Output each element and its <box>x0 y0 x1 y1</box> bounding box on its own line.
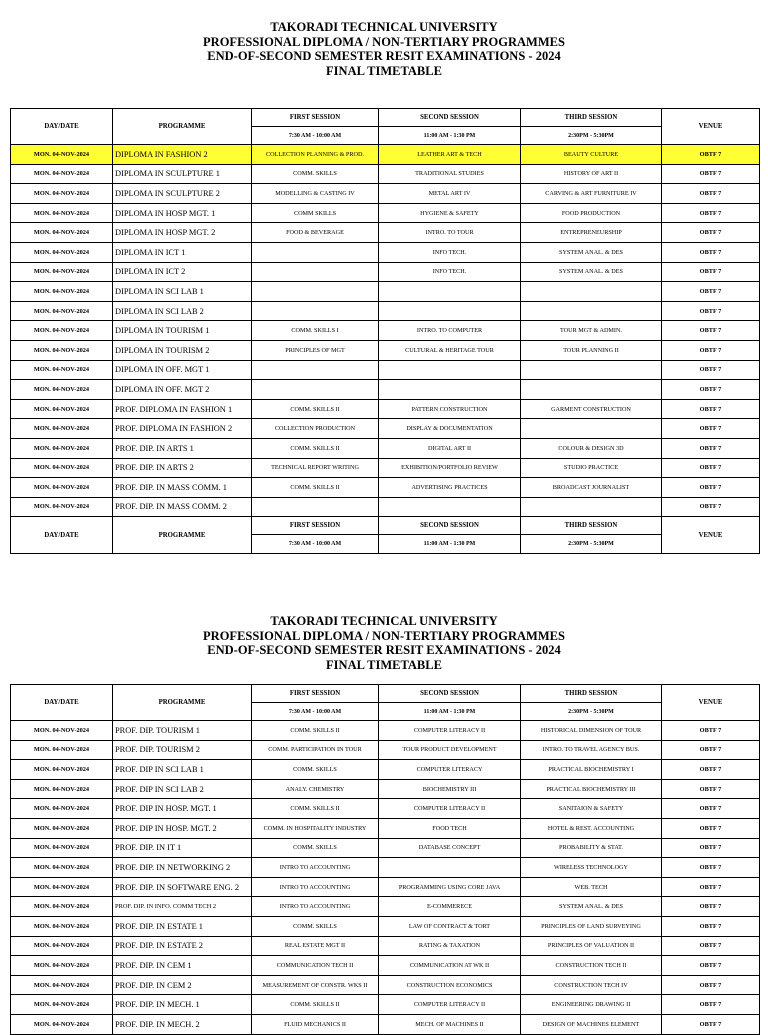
third-session-cell: PRACTICAL BIOCHEMISTRY III <box>521 779 662 799</box>
day-cell: MON. 04-NOV-2024 <box>11 223 113 243</box>
second-session-cell: METAL ART IV <box>379 184 521 204</box>
second-session-cell: FOOD TECH <box>379 818 521 838</box>
third-session-cell: STUDIO PRACTICE <box>521 458 662 478</box>
col-header-day-p2: DAY/DATE <box>11 685 113 721</box>
day-cell: MON. 04-NOV-2024 <box>11 916 113 936</box>
second-session-cell: COMPUTER LITERACY II <box>379 995 521 1015</box>
first-session-cell: COMM. SKILLS II <box>252 478 379 498</box>
table-row <box>11 458 760 478</box>
first-session-cell <box>252 242 379 262</box>
second-session-time: 11:00 AM - 1:30 PM <box>379 127 521 145</box>
programme-cell: PROF. DIPLOMA IN FASHION 2 <box>113 419 252 439</box>
table-row <box>11 399 760 419</box>
first-session-cell: COLLECTION PLANNING & PROD. <box>252 145 379 165</box>
third-session-cell: HISTORY OF ART II <box>521 164 662 184</box>
col-header-second-session-p2: SECOND SESSION <box>379 685 521 703</box>
second-session-cell: COMMUNICATION AT WK II <box>379 956 521 976</box>
first-session-cell: COMM. SKILLS II <box>252 995 379 1015</box>
third-session-cell <box>521 360 662 380</box>
table-row <box>11 438 760 458</box>
programme-cell: PROF. DIP. IN CEM 2 <box>113 975 252 995</box>
programme-cell: DIPLOMA IN HOSP MGT. 2 <box>113 223 252 243</box>
programme-cell: DIPLOMA IN SCI LAB 1 <box>113 282 252 302</box>
second-session-cell: LAW OF CONTRACT & TORT <box>379 916 521 936</box>
third-session-cell: SYSTEM ANAL. & DES <box>521 262 662 282</box>
third-session-cell: COLOUR & DESIGN 3D <box>521 438 662 458</box>
table-row <box>11 184 760 204</box>
first-session-time: 7:30 AM - 10:00 AM <box>252 127 379 145</box>
day-cell: MON. 04-NOV-2024 <box>11 360 113 380</box>
table-row <box>11 956 760 976</box>
table-row <box>11 262 760 282</box>
first-session-cell: MEASUREMENT OF CONSTR. WKS II <box>252 975 379 995</box>
col-header-programme-p2: PROGRAMME <box>113 685 252 721</box>
first-session-cell: COMM SKILLS <box>252 203 379 223</box>
day-cell: MON. 04-NOV-2024 <box>11 956 113 976</box>
third-session-time-repeat: 2:30PM - 5:30PM <box>521 535 662 554</box>
col-header-first-session-p2: FIRST SESSION <box>252 685 379 703</box>
third-session-cell: CONSTRUCTION TECH IV <box>521 975 662 995</box>
first-session-time-p2: 7:30 AM - 10:00 AM <box>252 703 379 721</box>
day-cell: MON. 04-NOV-2024 <box>11 936 113 956</box>
col-header-third-session-repeat: THIRD SESSION <box>521 517 662 535</box>
third-session-cell: SANITAION & SAFETY <box>521 799 662 819</box>
day-cell: MON. 04-NOV-2024 <box>11 760 113 780</box>
programme-cell: PROF. DIP. IN ARTS 2 <box>113 458 252 478</box>
first-session-cell <box>252 380 379 400</box>
programme-title-p2: PROFESSIONAL DIPLOMA / NON-TERTIARY PROGRAMMES <box>203 628 565 643</box>
third-session-cell: PRINCIPLES OF VALUATION II <box>521 936 662 956</box>
second-session-cell: CULTURAL & HERITAGE TOUR <box>379 340 521 360</box>
day-cell: MON. 04-NOV-2024 <box>11 399 113 419</box>
third-session-cell: PROBABILITY & STAT. <box>521 838 662 858</box>
venue-cell: OBTF 7 <box>662 458 760 478</box>
table-row <box>11 858 760 878</box>
table-row <box>11 897 760 917</box>
day-cell: MON. 04-NOV-2024 <box>11 301 113 321</box>
second-session-cell: INFO TECH. <box>379 242 521 262</box>
venue-cell: OBTF 7 <box>662 897 760 917</box>
venue-cell: OBTF 7 <box>662 799 760 819</box>
day-cell: MON. 04-NOV-2024 <box>11 164 113 184</box>
programme-cell: DIPLOMA IN TOURISM 1 <box>113 321 252 341</box>
day-cell: MON. 04-NOV-2024 <box>11 145 113 165</box>
table-row <box>11 916 760 936</box>
first-session-cell: ANALY. CHEMISTRY <box>252 779 379 799</box>
col-header-third-session: THIRD SESSION <box>521 109 662 127</box>
university-title: TAKORADI TECHNICAL UNIVERSITY <box>270 20 498 34</box>
venue-cell: OBTF 7 <box>662 242 760 262</box>
venue-cell: OBTF 7 <box>662 321 760 341</box>
venue-cell: OBTF 7 <box>662 838 760 858</box>
third-session-cell <box>521 419 662 439</box>
programme-cell: PROF. DIPLOMA IN FASHION 1 <box>113 399 252 419</box>
second-session-cell: TOUR PRODUCT DEVELOPMENT <box>379 740 521 760</box>
first-session-cell: INTRO TO ACCOUNTING <box>252 858 379 878</box>
timetable-title-p2: FINAL TIMETABLE <box>326 657 442 672</box>
day-cell: MON. 04-NOV-2024 <box>11 858 113 878</box>
third-session-cell: DESIGN OF MACHINES ELEMENT <box>521 1014 662 1034</box>
day-cell: MON. 04-NOV-2024 <box>11 321 113 341</box>
venue-cell: OBTF 7 <box>662 497 760 517</box>
col-header-day-repeat: DAY/DATE <box>11 517 113 554</box>
table-row <box>11 419 760 439</box>
venue-cell: OBTF 7 <box>662 203 760 223</box>
second-session-cell: EXHIBITION/PORTFOLIO REVIEW <box>379 458 521 478</box>
table-row <box>11 975 760 995</box>
first-session-cell: COMMUNICATION TECH II <box>252 956 379 976</box>
day-cell: MON. 04-NOV-2024 <box>11 419 113 439</box>
first-session-cell: FLUID MECHANICS II <box>252 1014 379 1034</box>
table-row <box>11 779 760 799</box>
table-row <box>11 242 760 262</box>
page-2-header <box>0 614 768 672</box>
day-cell: MON. 04-NOV-2024 <box>11 897 113 917</box>
programme-cell: PROF. DIP. TOURISM 1 <box>113 721 252 741</box>
col-header-venue-p2: VENUE <box>662 685 760 721</box>
second-session-cell: PROGRAMMING USING CORE JAVA <box>379 877 521 897</box>
first-session-cell: COMM. SKILLS <box>252 916 379 936</box>
first-session-cell: COMM. SKILLS <box>252 760 379 780</box>
day-cell: MON. 04-NOV-2024 <box>11 184 113 204</box>
second-session-cell: INTRO. TO TOUR <box>379 223 521 243</box>
day-cell: MON. 04-NOV-2024 <box>11 779 113 799</box>
third-session-cell: WEB. TECH <box>521 877 662 897</box>
second-session-cell: DIGITAL ART II <box>379 438 521 458</box>
second-session-cell <box>379 301 521 321</box>
first-session-cell: COMM. SKILLS <box>252 164 379 184</box>
first-session-cell <box>252 282 379 302</box>
day-cell: MON. 04-NOV-2024 <box>11 478 113 498</box>
second-session-cell: ADVERTISING PRACTICES <box>379 478 521 498</box>
second-session-cell: DATABASE CONCEPT <box>379 838 521 858</box>
day-cell: MON. 04-NOV-2024 <box>11 818 113 838</box>
second-session-cell <box>379 858 521 878</box>
page-separator <box>0 560 768 600</box>
col-header-venue: VENUE <box>662 109 760 145</box>
programme-cell: PROF. DIP. IN IT 1 <box>113 838 252 858</box>
third-session-cell: ENGINEERING DRAWING II <box>521 995 662 1015</box>
table-row <box>11 282 760 302</box>
first-session-cell: INTRO TO ACCOUNTING <box>252 897 379 917</box>
third-session-cell: TOUR MGT & ADMIN. <box>521 321 662 341</box>
table-row <box>11 877 760 897</box>
second-session-cell <box>379 380 521 400</box>
third-session-cell: WIRELESS TECHNOLOGY <box>521 858 662 878</box>
venue-cell: OBTF 7 <box>662 419 760 439</box>
programme-cell: DIPLOMA IN SCI LAB 2 <box>113 301 252 321</box>
venue-cell: OBTF 7 <box>662 380 760 400</box>
day-cell: MON. 04-NOV-2024 <box>11 242 113 262</box>
first-session-cell: COMM. SKILLS II <box>252 721 379 741</box>
venue-cell: OBTF 7 <box>662 760 760 780</box>
col-header-third-session-p2: THIRD SESSION <box>521 685 662 703</box>
day-cell: MON. 04-NOV-2024 <box>11 203 113 223</box>
programme-cell: DIPLOMA IN FASHION 2 <box>113 145 252 165</box>
programme-cell: PROF. DIP. IN ARTS 1 <box>113 438 252 458</box>
table-row <box>11 301 760 321</box>
venue-cell: OBTF 7 <box>662 360 760 380</box>
venue-cell: OBTF 7 <box>662 145 760 165</box>
table-row <box>11 164 760 184</box>
third-session-cell: HISTORICAL DIMENSION OF TOUR <box>521 721 662 741</box>
table-row <box>11 760 760 780</box>
table-row <box>11 497 760 517</box>
programme-cell: DIPLOMA IN OFF. MGT 2 <box>113 380 252 400</box>
first-session-cell: COMM. PARTICIPATION IN TOUR <box>252 740 379 760</box>
second-session-cell: PATTERN CONSTRUCTION <box>379 399 521 419</box>
second-session-cell <box>379 497 521 517</box>
third-session-cell: PRACTICAL BIOCHEMISTRY I <box>521 760 662 780</box>
third-session-cell: HOTEL & REST. ACCOUNTING <box>521 818 662 838</box>
second-session-cell: INFO TECH. <box>379 262 521 282</box>
programme-cell: PROF. DIP. IN INFO. COMM TECH 2 <box>113 897 252 917</box>
programme-cell: PROF. DIP. IN MASS COMM. 2 <box>113 497 252 517</box>
programme-cell: PROF. DIP IN HOSP. MGT. 1 <box>113 799 252 819</box>
table-header-row <box>11 109 760 127</box>
table-row <box>11 145 760 165</box>
day-cell: MON. 04-NOV-2024 <box>11 1014 113 1034</box>
venue-cell: OBTF 7 <box>662 956 760 976</box>
second-session-cell: COMPUTER LITERACY II <box>379 799 521 819</box>
venue-cell: OBTF 7 <box>662 340 760 360</box>
second-session-cell: COMPUTER LITERACY II <box>379 721 521 741</box>
second-session-cell: INTRO. TO COMPUTER <box>379 321 521 341</box>
programme-cell: DIPLOMA IN ICT 2 <box>113 262 252 282</box>
venue-cell: OBTF 7 <box>662 223 760 243</box>
third-session-cell: BEAUTY CULTURE <box>521 145 662 165</box>
day-cell: MON. 04-NOV-2024 <box>11 838 113 858</box>
first-session-cell: COMM. IN HOSPITALITY INDUSTRY <box>252 818 379 838</box>
venue-cell: OBTF 7 <box>662 858 760 878</box>
venue-cell: OBTF 7 <box>662 995 760 1015</box>
table-row <box>11 740 760 760</box>
col-header-day: DAY/DATE <box>11 109 113 145</box>
third-session-cell: ENTREPRENEURSHIP <box>521 223 662 243</box>
third-session-cell: GARMENT CONSTRUCTION <box>521 399 662 419</box>
table-row <box>11 936 760 956</box>
table-row <box>11 799 760 819</box>
programme-cell: DIPLOMA IN SCULPTURE 2 <box>113 184 252 204</box>
table-row <box>11 838 760 858</box>
programme-cell: PROF. DIP. IN MECH. 1 <box>113 995 252 1015</box>
second-session-cell: MECH. OF MACHINES II <box>379 1014 521 1034</box>
third-session-cell <box>521 497 662 517</box>
col-header-first-session-repeat: FIRST SESSION <box>252 517 379 535</box>
third-session-cell: PRINCIPLES OF LAND SURVEYING <box>521 916 662 936</box>
university-title-p2: TAKORADI TECHNICAL UNIVERSITY <box>270 614 498 628</box>
programme-cell: DIPLOMA IN SCULPTURE 1 <box>113 164 252 184</box>
programme-cell: PROF. DIP. IN MASS COMM. 1 <box>113 478 252 498</box>
second-session-time-repeat: 11:00 AM - 1:30 PM <box>379 535 521 554</box>
second-session-cell: BIOCHEMISTRY III <box>379 779 521 799</box>
day-cell: MON. 04-NOV-2024 <box>11 497 113 517</box>
table-row <box>11 818 760 838</box>
programme-cell: DIPLOMA IN TOURISM 2 <box>113 340 252 360</box>
second-session-time-p2: 11:00 AM - 1:30 PM <box>379 703 521 721</box>
first-session-cell: FOOD & BEVERAGE <box>252 223 379 243</box>
second-session-cell: DISPLAY & DOCUMENTATION <box>379 419 521 439</box>
day-cell: MON. 04-NOV-2024 <box>11 877 113 897</box>
venue-cell: OBTF 7 <box>662 877 760 897</box>
third-session-cell: SYSTEM ANAL. & DES <box>521 897 662 917</box>
day-cell: MON. 04-NOV-2024 <box>11 340 113 360</box>
second-session-cell: COMPUTER LITERACY <box>379 760 521 780</box>
timetable-table-2 <box>10 684 760 1035</box>
table-row <box>11 721 760 741</box>
first-session-cell <box>252 497 379 517</box>
second-session-cell: LEATHER ART & TECH <box>379 145 521 165</box>
day-cell: MON. 04-NOV-2024 <box>11 995 113 1015</box>
day-cell: MON. 04-NOV-2024 <box>11 380 113 400</box>
col-header-second-session-repeat: SECOND SESSION <box>379 517 521 535</box>
third-session-cell: TOUR PLANNING II <box>521 340 662 360</box>
day-cell: MON. 04-NOV-2024 <box>11 740 113 760</box>
first-session-cell: PRINCIPLES OF MGT <box>252 340 379 360</box>
venue-cell: OBTF 7 <box>662 301 760 321</box>
table-row <box>11 380 760 400</box>
day-cell: MON. 04-NOV-2024 <box>11 458 113 478</box>
second-session-cell: CONSTRUCTION ECONOMICS <box>379 975 521 995</box>
first-session-cell <box>252 301 379 321</box>
programme-cell: PROF. DIP. IN NETWORKING 2 <box>113 858 252 878</box>
table-header-row-p2 <box>11 685 760 703</box>
programme-cell: PROF. DIP. TOURISM 2 <box>113 740 252 760</box>
day-cell: MON. 04-NOV-2024 <box>11 262 113 282</box>
day-cell: MON. 04-NOV-2024 <box>11 721 113 741</box>
repeated-header-row <box>11 517 760 535</box>
venue-cell: OBTF 7 <box>662 164 760 184</box>
first-session-cell: COMM. SKILLS <box>252 838 379 858</box>
second-session-cell: RATING & TAXATION <box>379 936 521 956</box>
first-session-cell: COMM. SKILLS II <box>252 799 379 819</box>
col-header-programme: PROGRAMME <box>113 109 252 145</box>
third-session-time: 2:30PM - 5:30PM <box>521 127 662 145</box>
second-session-cell <box>379 282 521 302</box>
first-session-cell: COMM. SKILLS II <box>252 399 379 419</box>
venue-cell: OBTF 7 <box>662 721 760 741</box>
programme-cell: PROF. DIP. IN CEM 1 <box>113 956 252 976</box>
first-session-cell: REAL ESTATE MGT II <box>252 936 379 956</box>
table-row <box>11 203 760 223</box>
second-session-cell: HYGIENE & SAFETY <box>379 203 521 223</box>
venue-cell: OBTF 7 <box>662 818 760 838</box>
venue-cell: OBTF 7 <box>662 936 760 956</box>
first-session-cell <box>252 360 379 380</box>
third-session-time-p2: 2:30PM - 5:30PM <box>521 703 662 721</box>
first-session-cell: COMM. SKILLS I <box>252 321 379 341</box>
programme-cell: PROF. DIP. IN ESTATE 1 <box>113 916 252 936</box>
programme-cell: DIPLOMA IN OFF. MGT 1 <box>113 360 252 380</box>
programme-cell: PROF. DIP IN SCI LAB 1 <box>113 760 252 780</box>
first-session-cell: COMM. SKILLS II <box>252 438 379 458</box>
table-row <box>11 321 760 341</box>
day-cell: MON. 04-NOV-2024 <box>11 799 113 819</box>
programme-cell: PROF. DIP IN SCI LAB 2 <box>113 779 252 799</box>
day-cell: MON. 04-NOV-2024 <box>11 975 113 995</box>
table-row <box>11 360 760 380</box>
exam-title: END-OF-SECOND SEMESTER RESIT EXAMINATIONS - 2024 <box>207 49 561 63</box>
programme-cell: DIPLOMA IN ICT 1 <box>113 242 252 262</box>
third-session-cell <box>521 301 662 321</box>
programme-cell: PROF. DIP. IN SOFTWARE ENG. 2 <box>113 877 252 897</box>
first-session-cell: TECHNICAL REPORT WRITING <box>252 458 379 478</box>
table-row <box>11 995 760 1015</box>
venue-cell: OBTF 7 <box>662 184 760 204</box>
third-session-cell: CARVING & ART FURNITURE IV <box>521 184 662 204</box>
first-session-cell: COLLECTION PRODUCTION <box>252 419 379 439</box>
first-session-cell <box>252 262 379 282</box>
third-session-cell <box>521 380 662 400</box>
day-cell: MON. 04-NOV-2024 <box>11 438 113 458</box>
third-session-cell: CONSTRUCTION TECH II <box>521 956 662 976</box>
venue-cell: OBTF 7 <box>662 916 760 936</box>
day-cell: MON. 04-NOV-2024 <box>11 282 113 302</box>
venue-cell: OBTF 7 <box>662 779 760 799</box>
first-session-time-repeat: 7:30 AM - 10:00 AM <box>252 535 379 554</box>
table-row <box>11 223 760 243</box>
venue-cell: OBTF 7 <box>662 478 760 498</box>
page-1-header <box>0 20 768 78</box>
first-session-cell: MODELLING & CASTING IV <box>252 184 379 204</box>
timetable-table-1 <box>10 108 760 554</box>
third-session-cell: FOOD PRODUCTION <box>521 203 662 223</box>
third-session-cell <box>521 282 662 302</box>
programme-title: PROFESSIONAL DIPLOMA / NON-TERTIARY PROGRAMMES <box>203 34 565 49</box>
second-session-cell: E-COMMERECE <box>379 897 521 917</box>
venue-cell: OBTF 7 <box>662 740 760 760</box>
col-header-venue-repeat: VENUE <box>662 517 760 554</box>
second-session-cell: TRADITIONAL STUDIES <box>379 164 521 184</box>
venue-cell: OBTF 7 <box>662 975 760 995</box>
timetable-page-2 <box>0 600 768 1029</box>
programme-cell: PROF. DIP. IN MECH. 2 <box>113 1014 252 1034</box>
programme-cell: DIPLOMA IN HOSP MGT. 1 <box>113 203 252 223</box>
col-header-programme-repeat: PROGRAMME <box>113 517 252 554</box>
third-session-cell: INTRO. TO TRAVEL AGENCY BUS. <box>521 740 662 760</box>
venue-cell: OBTF 7 <box>662 438 760 458</box>
first-session-cell: INTRO TO ACCOUNTING <box>252 877 379 897</box>
venue-cell: OBTF 7 <box>662 399 760 419</box>
timetable-title: FINAL TIMETABLE <box>326 63 442 78</box>
venue-cell: OBTF 7 <box>662 282 760 302</box>
programme-cell: PROF. DIP. IN ESTATE 2 <box>113 936 252 956</box>
third-session-cell: SYSTEM ANAL. & DES <box>521 242 662 262</box>
col-header-second-session: SECOND SESSION <box>379 109 521 127</box>
table-row <box>11 1014 760 1034</box>
second-session-cell <box>379 360 521 380</box>
table-row <box>11 478 760 498</box>
exam-title-p2: END-OF-SECOND SEMESTER RESIT EXAMINATIONS - 2024 <box>207 643 561 657</box>
programme-cell: PROF. DIP IN HOSP. MGT. 2 <box>113 818 252 838</box>
col-header-first-session: FIRST SESSION <box>252 109 379 127</box>
third-session-cell: BROADCAST JOURNALIST <box>521 478 662 498</box>
venue-cell: OBTF 7 <box>662 1014 760 1034</box>
venue-cell: OBTF 7 <box>662 262 760 282</box>
table-row <box>11 340 760 360</box>
